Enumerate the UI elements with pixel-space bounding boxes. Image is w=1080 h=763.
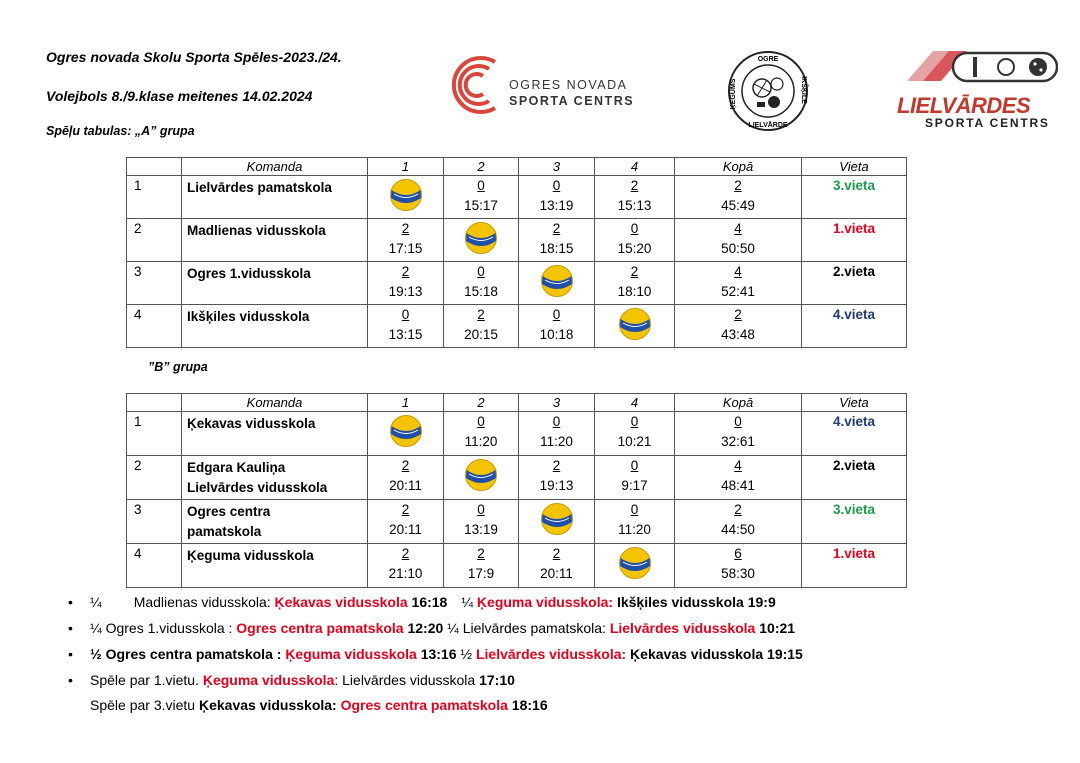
match-result-cell: [595, 456, 675, 500]
ogres-arc-icon: [443, 54, 505, 116]
match-points: 0: [552, 178, 561, 193]
fraction-label: ¼: [461, 594, 477, 610]
match-team: ¼ Ogres 1.vidusskola :: [90, 620, 237, 636]
row-number: 1: [127, 412, 182, 456]
column-header: Komanda: [182, 158, 368, 176]
volleyball-icon: [617, 546, 653, 580]
team-name-line: Lielvārdes vidusskola: [187, 480, 328, 495]
match-score: 9:17: [621, 478, 648, 493]
total-score-ratio: 32:61: [721, 434, 755, 449]
self-match-cell: [444, 456, 519, 500]
winner-team: Ķeguma vidusskola: [202, 672, 335, 688]
place-cell: 2.vieta: [802, 456, 907, 500]
match-score: 10:21: [755, 620, 796, 636]
match-score: 19:13: [539, 478, 574, 493]
bullet-icon: •: [68, 620, 73, 636]
document-title: Ogres novada Skolu Sporta Spēles-2023./24.: [46, 49, 342, 65]
match-score: 18:15: [539, 241, 574, 256]
match-score: 18:10: [617, 284, 652, 299]
match-points: 2: [401, 458, 410, 473]
column-header: 1: [368, 158, 444, 176]
total-score-ratio: 43:48: [721, 327, 755, 342]
match-result-cell: [519, 305, 595, 348]
match-points: 2: [401, 502, 410, 517]
match-score: 18:16: [507, 697, 548, 713]
column-header: [127, 158, 182, 176]
table-row: [127, 412, 907, 456]
lielvardes-logo-line2: SPORTA CENTRS: [925, 116, 1050, 130]
match-result-cell: [519, 176, 595, 219]
fraction-label: ¼: [90, 594, 102, 610]
table-row: [127, 500, 907, 544]
match-result-cell: [444, 544, 519, 588]
match-points: 2: [401, 264, 410, 279]
total-cell: [675, 412, 802, 456]
table-row: [127, 305, 907, 348]
ogres-logo-line1: OGRES NOVADA: [509, 78, 628, 92]
total-cell: [675, 219, 802, 262]
match-points: 2: [630, 264, 639, 279]
table-header-row: [127, 394, 907, 412]
match-result-cell: [595, 176, 675, 219]
volleyball-icon: [539, 264, 575, 298]
group-a-table: [126, 157, 907, 348]
match-points: 0: [552, 307, 561, 322]
match-result-cell: [444, 412, 519, 456]
match-score: 15:17: [464, 198, 498, 213]
self-match-cell: [595, 305, 675, 348]
match-points: 0: [630, 221, 639, 236]
match-points: 2: [630, 178, 639, 193]
column-header: 1: [368, 394, 444, 412]
match-team-score: Ķekavas vidusskola 19:15: [626, 646, 803, 662]
self-match-cell: [595, 544, 675, 588]
svg-text:LIELVĀRDE: LIELVĀRDE: [748, 122, 788, 129]
column-header: Vieta: [802, 158, 907, 176]
match-score: 15:13: [617, 198, 652, 213]
winner-team: Ķeguma vidusskola: [285, 646, 417, 662]
team-name: [182, 305, 368, 348]
match-team-score: Ikšķiles vidusskola 19:9: [613, 594, 776, 610]
team-name: [182, 412, 368, 456]
total-points: 4: [734, 458, 742, 473]
match-score: 17:9: [467, 566, 495, 581]
winner-team: Ķeguma vidusskola:: [476, 594, 614, 610]
bullet-icon: •: [68, 594, 73, 610]
match-score: 19:13: [388, 284, 423, 299]
table-row: [127, 544, 907, 588]
total-points: 2: [734, 502, 742, 517]
match-result-cell: [519, 412, 595, 456]
team-name: [182, 219, 368, 262]
self-match-cell: [368, 412, 444, 456]
lielvardes-banner-icon: [893, 45, 1058, 91]
total-cell: [675, 262, 802, 305]
total-points: 2: [734, 307, 742, 322]
group-a-label: Spēļu tabulas: „A” grupa: [46, 124, 195, 138]
column-header: Kopā: [675, 394, 802, 412]
match-points: 2: [401, 221, 410, 236]
column-header: 4: [595, 158, 675, 176]
match-points: 2: [552, 458, 561, 473]
match-score: 13:16: [416, 646, 457, 662]
match-score: 13:19: [464, 522, 498, 537]
match-points: 2: [477, 546, 485, 561]
column-header: Kopā: [675, 158, 802, 176]
match-result-cell: [444, 176, 519, 219]
total-points: 4: [734, 264, 742, 279]
seal-emblem-icon: [727, 50, 809, 132]
svg-text:IKŠĶILE: IKŠĶILE: [800, 76, 807, 104]
total-score-ratio: 48:41: [721, 478, 755, 493]
volleyball-icon: [463, 458, 499, 492]
column-header: 2: [444, 158, 519, 176]
schools-seal-logo: [727, 50, 809, 132]
group-b-label: ”B” grupa: [148, 360, 208, 374]
match-score: 11:20: [464, 434, 498, 449]
column-header: Komanda: [182, 394, 368, 412]
match-score: 10:21: [617, 434, 652, 449]
match-result-cell: [595, 500, 675, 544]
place-cell: 1.vieta: [802, 219, 907, 262]
volleyball-icon: [539, 502, 575, 536]
match-team: ¼ Lielvārdes pamatskola:: [443, 620, 610, 636]
volleyball-icon: [388, 414, 424, 448]
column-header: 2: [444, 394, 519, 412]
winner-team: Lielvārdes vidusskola:: [475, 646, 627, 662]
total-score-ratio: 44:50: [721, 522, 755, 537]
table-row: [127, 219, 907, 262]
match-result-cell: [368, 456, 444, 500]
self-match-cell: [444, 219, 519, 262]
match-points: 2: [401, 546, 410, 561]
match-result-cell: [444, 500, 519, 544]
match-score: 13:15: [388, 327, 423, 342]
row-number: 1: [127, 176, 182, 219]
team-name: [182, 500, 368, 544]
match-points: 0: [477, 414, 485, 429]
team-name-line: Ogres centra: [187, 504, 271, 519]
row-number: 3: [127, 500, 182, 544]
total-points: 4: [734, 221, 742, 236]
place-cell: 3.vieta: [802, 500, 907, 544]
match-result-cell: [519, 219, 595, 262]
column-header: 3: [519, 394, 595, 412]
document-subtitle: Volejbols 8./9.klase meitenes 14.02.2024: [46, 88, 313, 104]
row-number: 2: [127, 219, 182, 262]
total-cell: [675, 176, 802, 219]
match-score: 20:11: [540, 566, 573, 581]
team-name: [182, 176, 368, 219]
bullet-icon: •: [68, 646, 73, 662]
match-points: 0: [477, 502, 485, 517]
team-name-line: Edgara Kauliņa: [187, 460, 286, 475]
match-result-cell: [368, 305, 444, 348]
total-score-ratio: 50:50: [721, 241, 755, 256]
match-result-cell: [595, 219, 675, 262]
match-score: 11:20: [618, 522, 651, 537]
winner-team: Ogres centra pamatskola: [340, 697, 508, 713]
column-header: [127, 394, 182, 412]
match-result-cell: [444, 262, 519, 305]
match-score: 20:15: [464, 327, 498, 342]
table-row: [127, 456, 907, 500]
match-points: 0: [552, 414, 561, 429]
match-score: 15:18: [464, 284, 498, 299]
match-score: 16:18: [407, 594, 448, 610]
match-score: 15:20: [617, 241, 652, 256]
total-points: 6: [734, 546, 742, 561]
team-name: [182, 544, 368, 588]
place-cell: 4.vieta: [802, 412, 907, 456]
match-result-cell: [368, 544, 444, 588]
match-points: 0: [477, 264, 485, 279]
volleyball-icon: [388, 178, 424, 212]
table-header-row: [127, 158, 907, 176]
match-points: 2: [477, 307, 485, 322]
match-score: 17:15: [388, 241, 423, 256]
match-points: 2: [552, 546, 561, 561]
lielvardes-sporta-centrs-logo: [893, 45, 1058, 130]
total-score-ratio: 52:41: [721, 284, 755, 299]
match-team: Madlienas vidusskola:: [133, 594, 275, 610]
team-name-line: Ogres 1.vidusskola: [187, 266, 311, 281]
column-header: 3: [519, 158, 595, 176]
place-cell: 1.vieta: [802, 544, 907, 588]
total-points: 0: [734, 414, 742, 429]
match-stage: Spēle par 3.vietu: [90, 697, 199, 713]
match-points: 0: [630, 502, 639, 517]
match-score: 10:18: [539, 327, 574, 342]
table-row: [127, 176, 907, 219]
match-points: 2: [552, 221, 561, 236]
team-name: [182, 456, 368, 500]
total-cell: [675, 500, 802, 544]
group-b-table: [126, 393, 907, 588]
self-match-cell: [519, 500, 595, 544]
team-name-line: Ķeguma vidusskola: [187, 548, 314, 563]
team-name-line: Ķekavas vidusskola: [187, 416, 316, 431]
winner-team: Lielvārdes vidusskola: [609, 620, 756, 636]
match-team: Ķekavas vidusskola:: [198, 697, 337, 713]
total-cell: [675, 305, 802, 348]
ogres-sporta-centrs-logo: [443, 54, 643, 116]
winner-team: Ogres centra pamatskola: [236, 620, 404, 636]
match-result-cell: [368, 219, 444, 262]
match-result-cell: [444, 305, 519, 348]
fraction-label: ½: [456, 646, 476, 662]
match-points: 0: [630, 414, 639, 429]
match-result-cell: [595, 262, 675, 305]
row-number: 3: [127, 262, 182, 305]
volleyball-icon: [463, 221, 499, 255]
match-result-cell: [519, 544, 595, 588]
total-cell: [675, 544, 802, 588]
match-result-cell: [368, 500, 444, 544]
total-score-ratio: 58:30: [721, 566, 755, 581]
match-result-cell: [519, 456, 595, 500]
match-score: 17:10: [479, 672, 515, 688]
svg-text:ĶEGUMS: ĶEGUMS: [730, 78, 737, 110]
total-cell: [675, 456, 802, 500]
team-name: [182, 262, 368, 305]
match-score: 20:11: [389, 522, 422, 537]
winner-team: Ķekavas vidusskola: [274, 594, 408, 610]
match-points: 0: [630, 458, 639, 473]
team-name-line: Madlienas vidusskola: [187, 223, 326, 238]
place-cell: 4.vieta: [802, 305, 907, 348]
team-name-line: Lielvārdes pamatskola: [187, 180, 332, 195]
match-result-cell: [595, 412, 675, 456]
match-score: 11:20: [540, 434, 573, 449]
row-number: 4: [127, 544, 182, 588]
match-stage: Spēle par 1.vietu.: [90, 672, 203, 688]
match-score: 20:11: [389, 478, 422, 493]
bullet-icon: •: [68, 672, 73, 688]
lielvardes-logo-line1: LIELVĀRDES: [897, 93, 1031, 118]
column-header: Vieta: [802, 394, 907, 412]
place-cell: 3.vieta: [802, 176, 907, 219]
row-number: 4: [127, 305, 182, 348]
place-cell: 2.vieta: [802, 262, 907, 305]
column-header: 4: [595, 394, 675, 412]
row-number: 2: [127, 456, 182, 500]
total-score-ratio: 45:49: [721, 198, 755, 213]
match-team: ½ Ogres centra pamatskola :: [90, 646, 286, 662]
match-result-cell: [368, 262, 444, 305]
team-name-line: Ikšķiles vidusskola: [187, 309, 310, 324]
table-row: [127, 262, 907, 305]
match-score: 12:20: [403, 620, 444, 636]
ogres-logo-line2: SPORTA CENTRS: [509, 94, 635, 108]
team-name-line: pamatskola: [187, 524, 262, 539]
match-score: 21:10: [388, 566, 423, 581]
total-points: 2: [734, 178, 742, 193]
match-points: 0: [401, 307, 410, 322]
svg-text:OGRE: OGRE: [757, 56, 779, 63]
volleyball-icon: [617, 307, 653, 341]
match-points: 0: [477, 178, 485, 193]
self-match-cell: [519, 262, 595, 305]
self-match-cell: [368, 176, 444, 219]
match-score: 13:19: [539, 198, 574, 213]
match-team: : Lielvārdes vidusskola: [334, 672, 480, 688]
